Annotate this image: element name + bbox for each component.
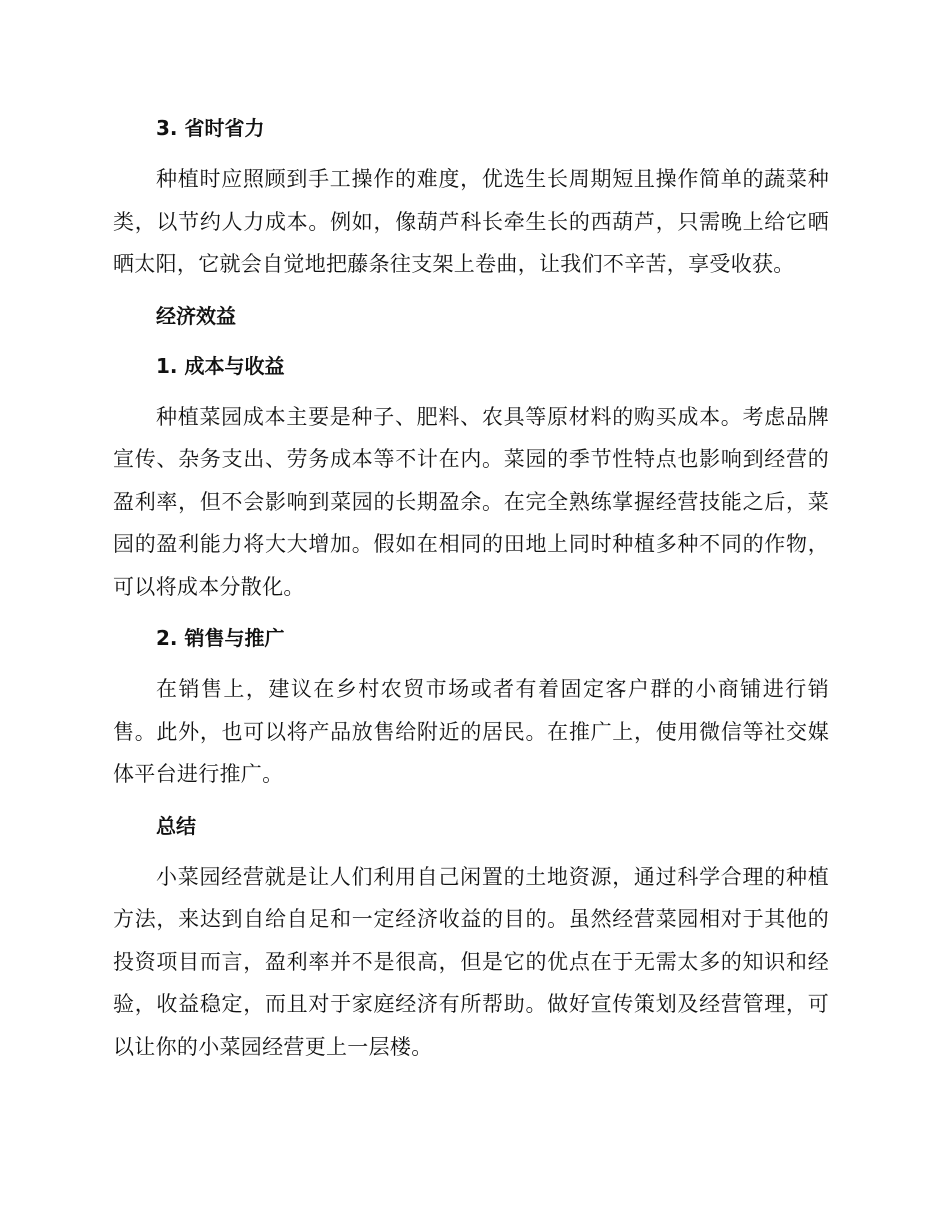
paragraph-sales-and-promotion: 在销售上，建议在乡村农贸市场或者有着固定客户群的小商铺进行销售。此外，也可以将产品放售给附近的居民。在推广上，使用微信等社交媒体平台进行推广。 xyxy=(113,677,829,786)
paragraph-save-effort: 种植时应照顾到手工操作的难度，优选生长周期短且操作简单的蔬菜种类，以节约人力成本。例如，像葫芦科长牵生长的西葫芦，只需晚上给它晒晒太阳，它就会自觉地把藤条往支架上卷曲，让我们不辛苦，享受收获。 xyxy=(113,167,829,276)
section-heading-economic-benefit: 经济效益 xyxy=(156,303,236,328)
document-body xyxy=(113,108,829,1078)
section-heading-save-effort: 3. 省时省力 xyxy=(156,116,265,140)
paragraph-summary: 小菜园经营就是让人们利用自己闲置的土地资源，通过科学合理的种植方法，来达到自给自足和一定经济收益的目的。虽然经营菜园相对于其他的投资项目而言，盈利率并不是很高，但是它的优点在于无需太多的知识和经验，收益稳定，而且对于家庭经济有所帮助。做好宣传策划及经营管理，可以让你的小菜园经营更上一层楼。 xyxy=(113,864,829,1059)
paragraph-cost-and-revenue: 种植菜园成本主要是种子、肥料、农具等原材料的购买成本。考虑品牌宣传、杂务支出、劳务成本等不计在内。菜园的季节性特点也影响到经营的盈利率，但不会影响到菜园的长期盈余。在完全熟练掌握经营技能之后，菜园的盈利能力将大大增加。假如在相同的田地上同时种植多种不同的作物，可以将成本分散化。 xyxy=(113,404,829,599)
section-heading-summary: 总结 xyxy=(156,813,196,838)
section-heading-cost-and-revenue: 1. 成本与收益 xyxy=(156,353,285,378)
section-heading-sales-and-promotion: 2. 销售与推广 xyxy=(156,626,285,650)
